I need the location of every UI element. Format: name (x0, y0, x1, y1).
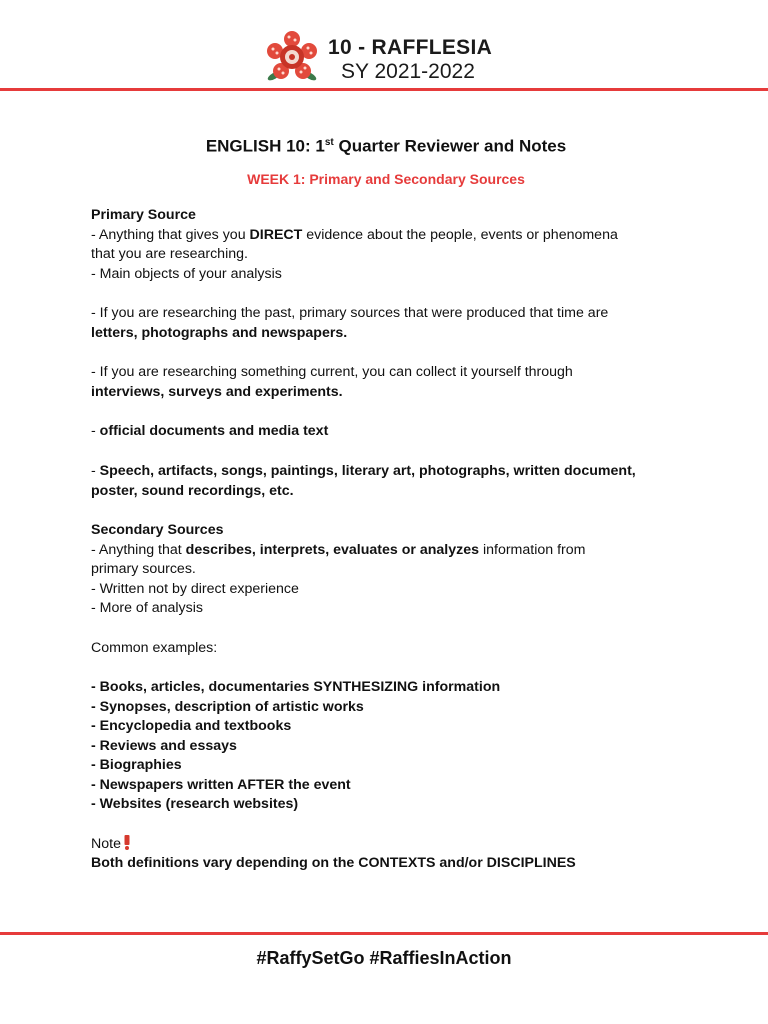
primary-official-docs: - official documents and media text (91, 423, 329, 439)
secondary-def-line-2: primary sources. (91, 561, 196, 577)
note-label-line (91, 835, 131, 855)
footer-divider (0, 932, 768, 935)
school-year: SY 2021-2022 (341, 60, 475, 83)
common-examples-label: Common examples: (91, 640, 218, 656)
primary-def-line-1: - Anything that gives you DIRECT evidence about the people, events or phenomena (91, 227, 618, 243)
list-item: - Biographies (91, 757, 182, 773)
list-item: - Encyclopedia and textbooks (91, 718, 292, 734)
primary-examples-line-1: - Speech, artifacts, songs, paintings, literary art, photographs, written document, (91, 463, 636, 479)
class-name: 10 - RAFFLESIA (328, 36, 493, 59)
primary-source-heading: Primary Source (91, 207, 196, 223)
week-heading: WEEK 1: Primary and Secondary Sources (247, 171, 525, 187)
list-item: - Websites (research websites) (91, 796, 299, 812)
list-item: - Synopses, description of artistic works (91, 699, 364, 715)
primary-def-line-2: that you are researching. (91, 246, 248, 262)
exclamation-mark-icon (123, 835, 131, 850)
secondary-def-line-1: - Anything that describes, interprets, evaluates or analyzes information from (91, 542, 586, 558)
note-text: Both definitions vary depending on the CONTEXTS and/or DISCIPLINES (91, 855, 576, 871)
page-header (0, 0, 768, 92)
primary-current-line-1: - If you are researching something current, you can collect it yourself through (91, 364, 573, 380)
secondary-sources-heading: Secondary Sources (91, 522, 224, 538)
primary-past-line-1: - If you are researching the past, primary sources that were produced that time are (91, 305, 609, 321)
list-item: - Reviews and essays (91, 738, 237, 754)
rafflesia-flower-icon (264, 30, 320, 86)
primary-def-line-3: - Main objects of your analysis (91, 266, 282, 282)
secondary-def-line-3: - Written not by direct experience (91, 581, 299, 597)
primary-examples-line-2: poster, sound recordings, etc. (91, 483, 294, 499)
page-title: ENGLISH 10: 1st Quarter Reviewer and Notes (205, 136, 567, 156)
note-label: Note (91, 836, 121, 852)
primary-current-line-2: interviews, surveys and experiments. (91, 384, 343, 400)
secondary-def-line-4: - More of analysis (91, 600, 203, 616)
primary-past-line-2: letters, photographs and newspapers. (91, 325, 348, 341)
list-item: - Newspapers written AFTER the event (91, 777, 351, 793)
list-item: - Books, articles, documentaries SYNTHESIZING information (91, 679, 501, 695)
footer-hashtags: #RaffySetGo #RaffiesInAction (256, 948, 512, 968)
header-divider (0, 88, 768, 91)
